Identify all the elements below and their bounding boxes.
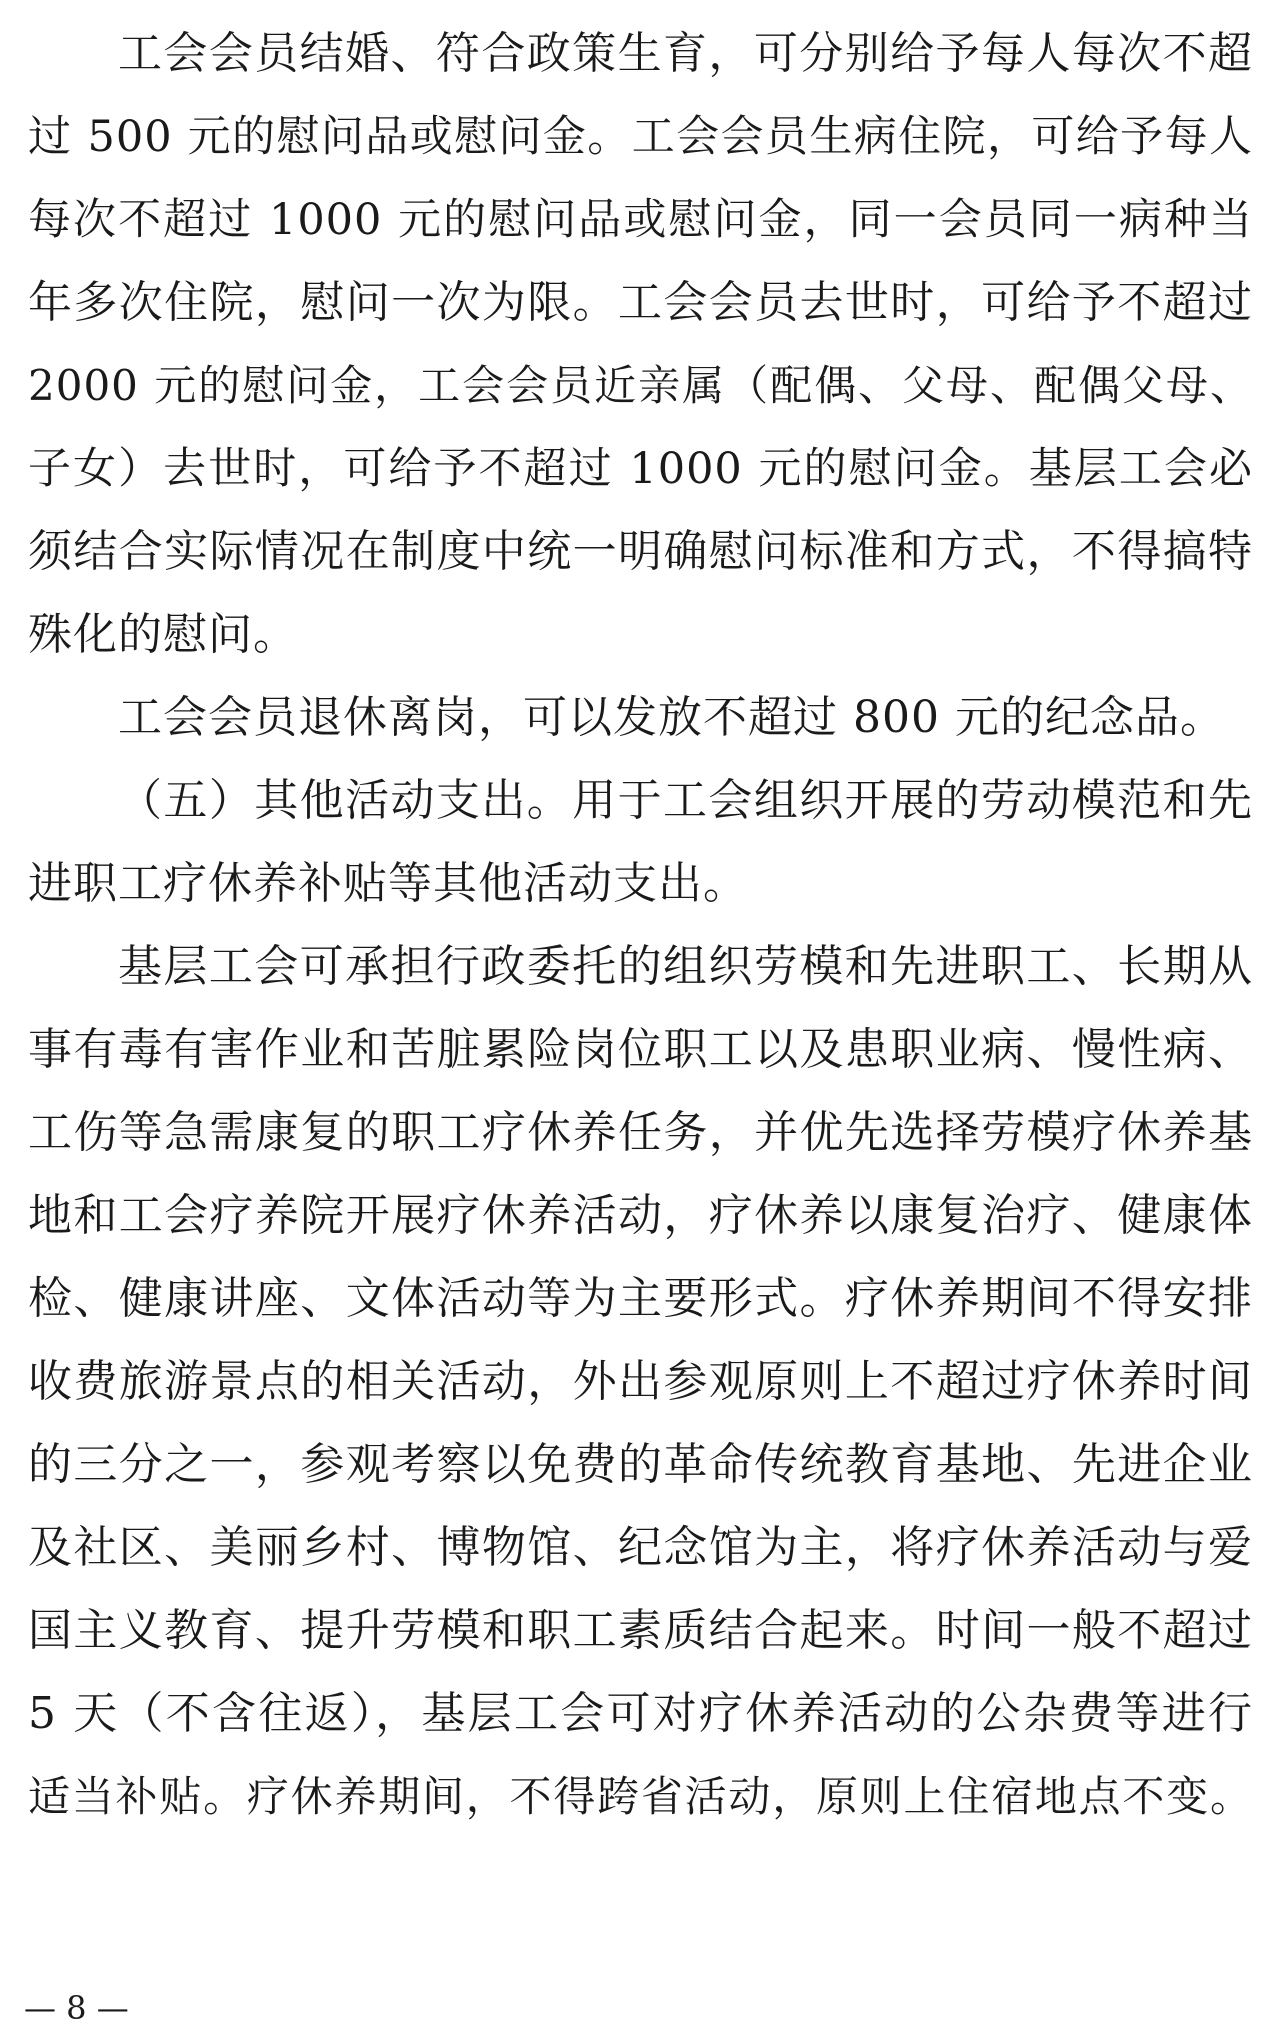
paragraph-line: 地和工会疗养院开展疗休养活动，疗休养以康复治疗、健康体 (28, 1190, 1253, 1241)
paragraph-line: 工伤等急需康复的职工疗休养任务，并优先选择劳模疗休养基 (28, 1107, 1253, 1158)
paragraph-line: 殊化的慰问。 (28, 609, 298, 660)
paragraph-line: 年多次住院，慰问一次为限。工会会员去世时，可给予不超过 (28, 277, 1253, 328)
paragraph-line: 收费旅游景点的相关活动，外出参观原则上不超过疗休养时间 (28, 1356, 1253, 1407)
paragraph-line: 事有毒有害作业和苦脏累险岗位职工以及患职业病、慢性病、 (28, 1024, 1253, 1075)
paragraph-line: 检、健康讲座、文体活动等为主要形式。疗休养期间不得安排 (28, 1273, 1253, 1324)
paragraph-line: 的三分之一，参观考察以免费的革命传统教育基地、先进企业 (28, 1439, 1253, 1490)
section-heading-line: （五）其他活动支出。用于工会组织开展的劳动模范和先 (118, 775, 1253, 826)
paragraph-line: 子女）去世时，可给予不超过 1000 元的慰问金。基层工会必 (28, 444, 1253, 494)
paragraph-line: 2000 元的慰问金，工会会员近亲属（配偶、父母、配偶父母、 (28, 361, 1253, 410)
paragraph-line: 每次不超过 1000 元的慰问品或慰问金，同一会员同一病种当 (28, 195, 1253, 245)
paragraph-line: 须结合实际情况在制度中统一明确慰问标准和方式，不得搞特 (28, 526, 1253, 577)
paragraph-line: 5 天（不含往返），基层工会可对疗休养活动的公杂费等进行 (28, 1688, 1253, 1739)
paragraph-line: 国主义教育、提升劳模和职工素质结合起来。时间一般不超过 (28, 1605, 1253, 1656)
paragraph-line: 进职工疗休养补贴等其他活动支出。 (28, 858, 748, 909)
page-number: — 8 — (24, 1989, 129, 2027)
paragraph-line: 基层工会可承担行政委托的组织劳模和先进职工、长期从 (118, 941, 1253, 992)
paragraph-line: 工会会员退休离岗，可以发放不超过 800 元的纪念品。 (118, 692, 1225, 743)
paragraph-line: 适当补贴。疗休养期间，不得跨省活动，原则上住宿地点不变。 (28, 1772, 1253, 1821)
paragraph-line: 过 500 元的慰问品或慰问金。工会会员生病住院，可给予每人 (28, 112, 1253, 162)
paragraph-line: 工会会员结婚、符合政策生育，可分别给予每人每次不超 (118, 28, 1253, 79)
paragraph-line: 及社区、美丽乡村、博物馆、纪念馆为主，将疗休养活动与爱 (28, 1522, 1253, 1573)
